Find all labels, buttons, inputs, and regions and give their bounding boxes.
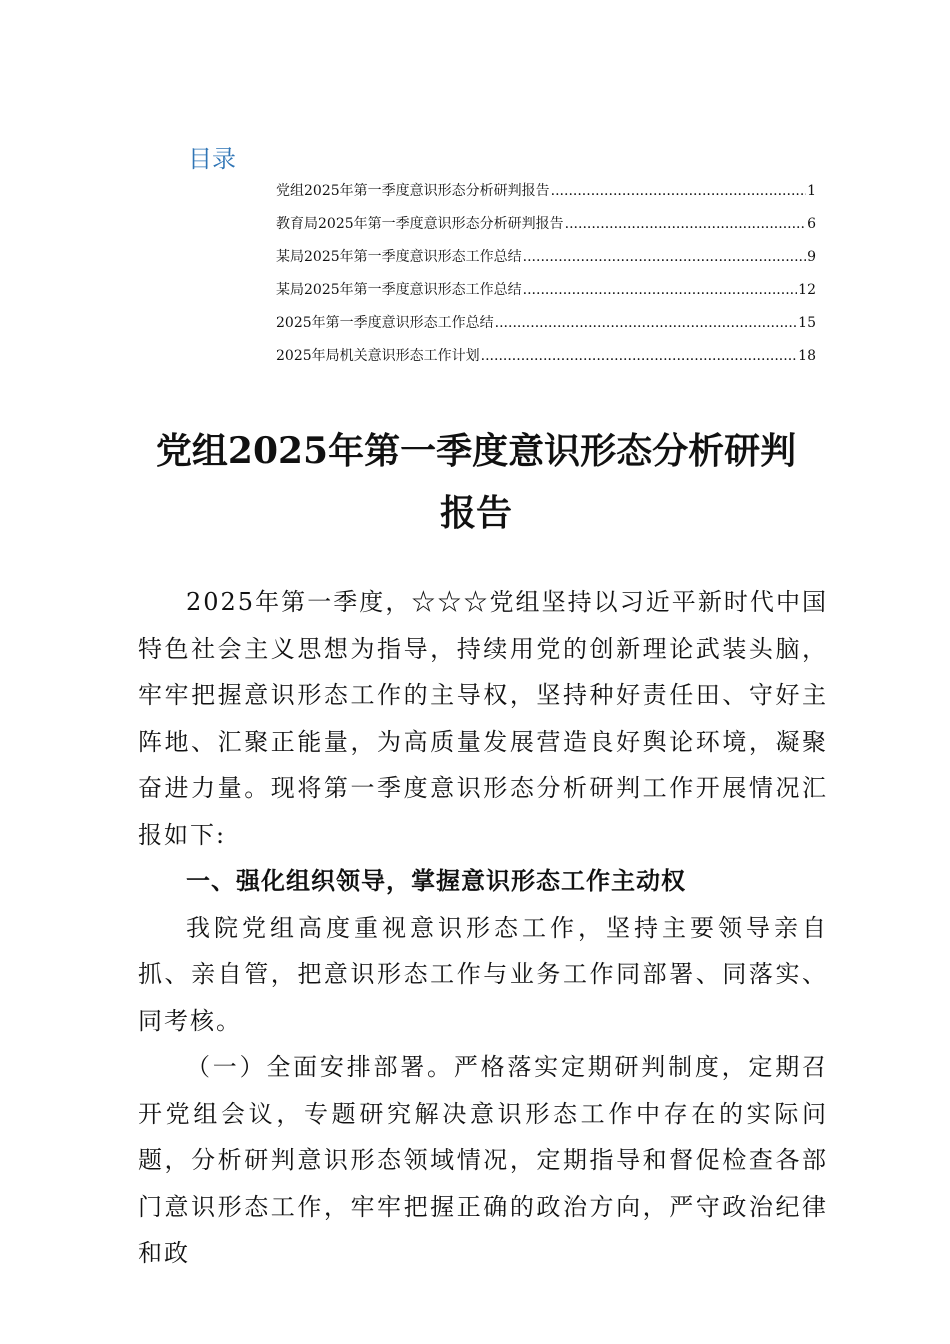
- toc-leader-dots: [523, 249, 806, 265]
- toc-leader-dots: [481, 348, 798, 364]
- toc-item[interactable]: [276, 213, 816, 246]
- body-paragraph: 我院党组高度重视意识形态工作，坚持主要领导亲自抓、亲自管，把意识形态工作与业务工作同部署、同落实、同考核。: [138, 913, 828, 1035]
- toc-heading: 目录: [188, 145, 236, 173]
- toc-item-title: 教育局2025年第一季度意识形态分析研判报告: [276, 216, 564, 232]
- toc-item-title: 2025年第一季度意识形态工作总结: [276, 315, 494, 331]
- toc-item[interactable]: [276, 180, 816, 213]
- toc-item-page: 12: [798, 282, 816, 298]
- toc-item-page: 15: [798, 315, 816, 331]
- toc-item-title: 某局2025年第一季度意识形态工作总结: [276, 282, 522, 298]
- body-paragraph: （一）全面安排部署。严格落实定期研判制度，定期召开党组会议，专题研究解决意识形态工作中存在的实际问题，分析研判意识形态领域情况，定期指导和督促检查各部门意识形态工作，牢牢把握正确的政治方向，严守政治纪律和政: [138, 1053, 828, 1267]
- toc-item-page: 9: [807, 249, 816, 265]
- toc-item[interactable]: [276, 345, 816, 378]
- toc-leader-dots: [523, 282, 798, 298]
- document-body: [138, 579, 828, 1277]
- toc-item-page: 1: [807, 183, 816, 199]
- body-paragraph: 2025年第一季度，☆☆☆党组坚持以习近平新时代中国特色社会主义思想为指导，持续用党的创新理论武装头脑，牢牢把握意识形态工作的主导权，坚持种好责任田、守好主阵地、汇聚正能量，为高质量发展营造良好舆论环境，凝聚奋进力量。现将第一季度意识形态分析研判工作开展情况汇报如下:: [138, 588, 828, 849]
- toc-leader-dots: [565, 216, 806, 232]
- toc-item[interactable]: [276, 279, 816, 312]
- toc-item-title: 2025年局机关意识形态工作计划: [276, 348, 480, 364]
- toc-item[interactable]: [276, 312, 816, 345]
- section-heading: 一、强化组织领导，掌握意识形态工作主动权: [186, 866, 686, 895]
- toc-item[interactable]: [276, 246, 816, 279]
- toc-leader-dots: [551, 183, 806, 199]
- toc-item-page: 6: [807, 216, 816, 232]
- toc-leader-dots: [495, 315, 798, 331]
- toc-item-title: 某局2025年第一季度意识形态工作总结: [276, 249, 522, 265]
- document-title: 党组2025年第一季度意识形态分析研判报告: [155, 430, 797, 534]
- toc-item-title: 党组2025年第一季度意识形态分析研判报告: [276, 183, 550, 199]
- toc-list: [276, 180, 816, 378]
- toc-item-page: 18: [798, 348, 816, 364]
